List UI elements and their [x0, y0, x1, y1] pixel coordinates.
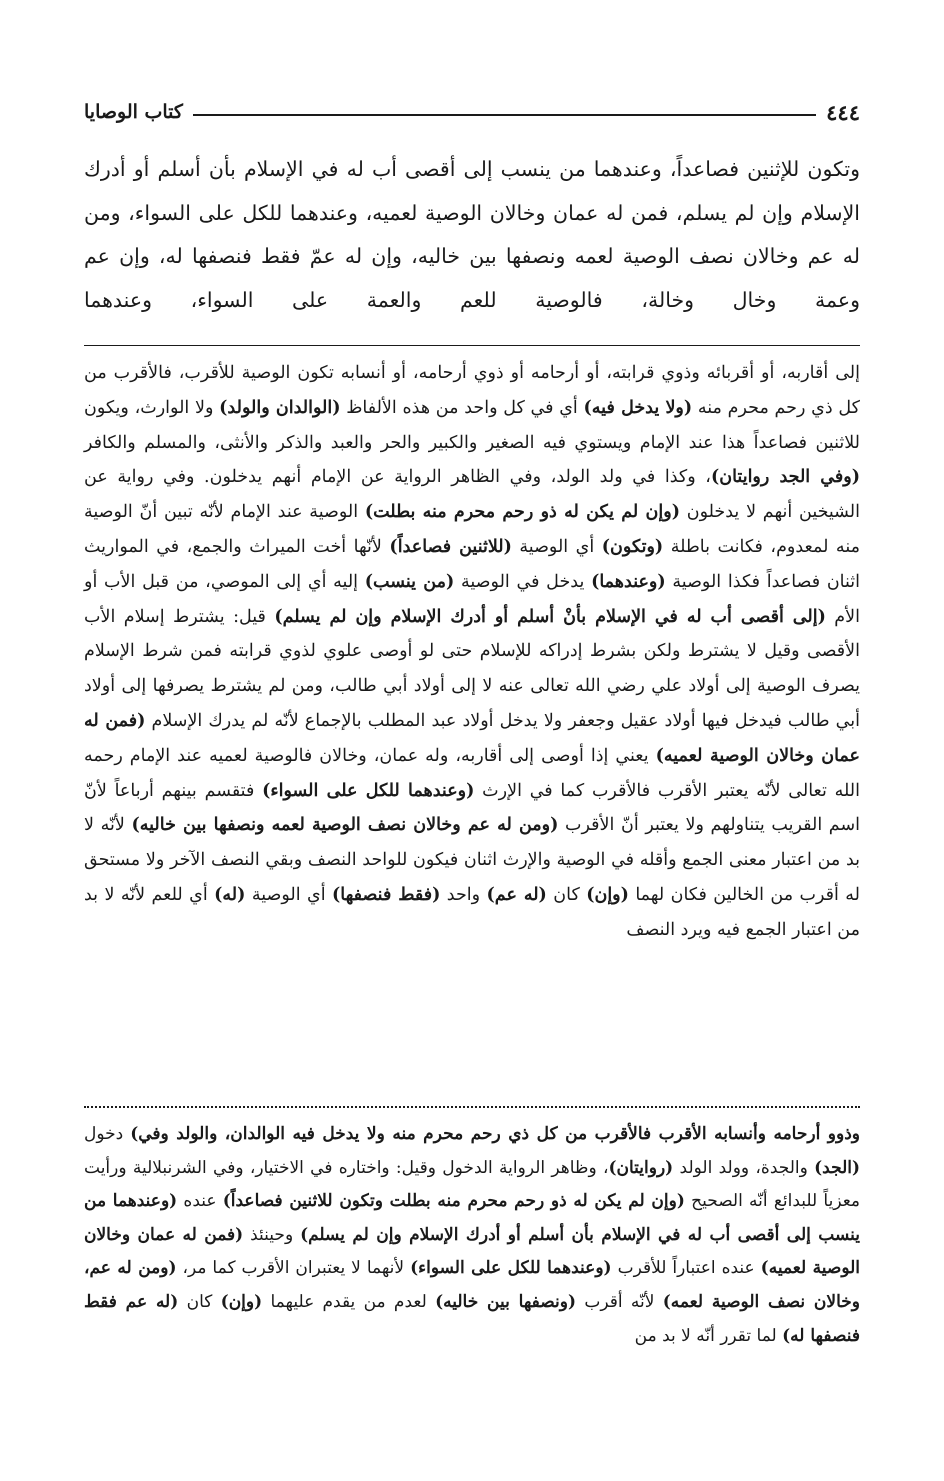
footnotes: [84, 1118, 860, 1353]
matn-quote: (وعندهما): [591, 571, 666, 592]
text-run: كان: [546, 884, 587, 905]
text-run: ، وكذا في ولد الولد، وفي الظاهر الرواية عن الإمام أنهم يدخلون. وفي رواية عن الشيخين أنهم لا يدخلون: [84, 467, 860, 523]
matn-quote: (وإن): [220, 1291, 263, 1312]
text-run: دخول: [84, 1124, 131, 1144]
text-run: أي في كل واحد من هذه الألفاظ: [340, 397, 584, 418]
page-header: [84, 96, 860, 128]
matn-quote: (وإن لم يكن له ذو رحم محرم منه بطلت): [364, 502, 680, 523]
notes-separator: [84, 1106, 860, 1108]
matn-quote: (الجد): [814, 1157, 861, 1178]
text-run: كان: [178, 1291, 221, 1312]
matn-quote: (ومن له عم، وخالان نصف الوصية لعمه): [84, 1258, 861, 1312]
matn-quote: (وعندهما للكل على السواء): [262, 780, 475, 801]
main-text: [84, 148, 860, 322]
commentary: [84, 356, 860, 948]
matn-quote: (ولا يدخل فيه): [583, 397, 693, 418]
matn-quote: وذوو أرحامه وأنسابه الأقرب فالأقرب من كل ذي رحم محرم منه ولا يدخل فيه الوالدان، والولد وفي): [130, 1124, 860, 1144]
footnotes-paragraph: [84, 1118, 860, 1353]
text-run: أي للعم لأنّه لا بد من اعتبار الجمع فيه ويرد النصف: [84, 884, 860, 940]
commentary-paragraph: [84, 356, 860, 948]
text-run: ولا الوارث، ويكون للاثنين فصاعداً هذا عند الإمام ويستوي فيه الصغير والكبير والحر والعبد والذكر والأنثى، والمسلم والكافر: [84, 397, 860, 453]
matn-quote: (وعندهما للكل على السواء): [410, 1258, 612, 1279]
text-run: الوصية عند الإمام لأنّه تبين أنّ الوصية منه لمعدوم، فكانت باطلة: [84, 502, 860, 557]
text-run: أي الوصية: [245, 884, 332, 905]
text-run: وحينئذ: [243, 1224, 301, 1245]
matn-quote: (للاثنين فصاعداً): [389, 536, 512, 557]
matn-quote: (وفي الجد روايتان): [710, 467, 860, 488]
matn-quote: (وعندهما من ينسب إلى أقصى أب له في الإسلام بأن أسلم أو أدرك الإسلام وإن لم يسلم): [84, 1191, 861, 1245]
text-run: قيل: يشترط إسلام الأب الأقصى وقيل لا يشترط ولكن بشرط إدراكه للإسلام حتى لو أوصى علوي لذوي قرابته فمن شرط الإسلام يصرف الوصية إلى أولاد علي رضي الله تعالى عنه لا إلى أولاد أبي طالب، ومن لم يشترط يصرفها إلى أولاد أبي طالب فيدخل فيها أولاد عقيل وجعفر ولا يدخل أولاد عبد المطلب بالإجماع لأنّه لم يدرك الإسلام: [84, 606, 860, 731]
text-run: فتقسم بينهم أرباعاً لأنّ اسم القريب يتناولهم ولا يعتبر أنّ الأقرب: [84, 780, 860, 836]
text-run: لعدم من يقدم عليهما: [262, 1291, 436, 1312]
matn-quote: (وإن): [586, 884, 629, 905]
matn-quote: (الوالدان والولد): [219, 397, 341, 418]
text-run: والجدة، وولد الولد: [673, 1157, 815, 1178]
matn-quote: (وإن لم يكن له ذو رحم محرم منه بطلت وتكون للاثنين فصاعداً): [222, 1191, 685, 1212]
text-run: ، وظاهر الرواية الدخول وقيل: واختاره في الاختيار، وفي الشرنبلالية ورأيت معزياً للبدائع أنّه الصحيح: [84, 1157, 860, 1212]
text-run: واحد: [440, 884, 487, 905]
matn-quote: (وتكون): [601, 536, 664, 557]
text-run: لأنهما لا يعتبران الأقرب كما مر،: [176, 1258, 411, 1279]
matn-quote: (فمن له عمان وخالان الوصية لعميه): [84, 1224, 861, 1279]
matn-quote: (له عم): [486, 884, 547, 905]
matn-quote: (فقط فنصفها): [331, 884, 441, 905]
matn-quote: (له عم فقط فنصفها له): [84, 1291, 860, 1346]
commentary-separator: [84, 345, 860, 346]
matn-quote: (إلى أقصى أب له في الإسلام بأنْ أسلم أو أدرك الإسلام وإن لم يسلم): [274, 606, 826, 627]
main-paragraph: وتكون للإثنين فصاعداً، وعندهما من ينسب إلى أقصى أب له في الإسلام بأن أسلم أو أدرك الإسلام وإن لم يسلم، فمن له عمان وخالان الوصية لعميه، وعندهما للكل على السواء، ومن له عم وخالان نصف الوصية لعمه ونصفها بين خاليه، وإن له عمّ فقط فنصفها له، وإن عم وعمة وخال وخالة، فالوصية للعم والعمة على السواء، وعندهما: [84, 157, 860, 312]
text-run: لأنّه أقرب: [576, 1291, 663, 1312]
matn-quote: (ومن له عم وخالان نصف الوصية لعمه ونصفها بين خاليه): [131, 815, 559, 836]
header-rule: [193, 114, 816, 116]
text-run: عنده اعتباراً للأقرب: [611, 1258, 761, 1279]
matn-quote: (ونصفها بين خاليه): [435, 1291, 577, 1312]
matn-quote: (له): [214, 884, 246, 905]
book-title: كتاب الوصايا: [84, 101, 183, 123]
matn-quote: (فمن له عمان وخالان الوصية لعميه): [84, 710, 860, 766]
page-number: ٤٤٤: [826, 99, 860, 125]
text-run: لأنّها أخت الميراث والجمع، في المواريث اثنان فصاعداً فكذا الوصية: [84, 536, 861, 592]
text-run: إلى أقاربه، أو أقربائه وذوي قرابته، أو أرحامه أو ذوي أرحامه، أو أنسابه تكون الوصية للأقرب، فالأقرب من كل ذي رحم محرم منه: [84, 363, 860, 418]
text-run: إليه أي إلى الموصي، من قبل الأب أو الأم: [84, 571, 860, 627]
text-run: لما تقرر أنّه لا بد من: [634, 1325, 783, 1346]
text-run: عنده: [177, 1191, 223, 1212]
text-run: يدخل في الوصية: [454, 571, 592, 592]
text-run: لأنّه لا بد من اعتبار معنى الجمع وأقله في الوصية والإرث اثنان فيكون للواحد النصف وبقي النصف الآخر ولا مستحق له أقرب من الخالين فكان لهما: [84, 815, 860, 905]
matn-quote: (روايتان): [608, 1157, 674, 1178]
text-run: يعني إذا أوصى إلى أقاربه، وله عمان، وخالان فالوصية لعميه عند الإمام رحمه الله تعالى لأنّه يعتبر الأقرب فالأقرب كما في الإرث: [84, 745, 860, 801]
text-run: أي الوصية: [511, 536, 602, 557]
matn-quote: (من ينسب): [364, 571, 455, 592]
